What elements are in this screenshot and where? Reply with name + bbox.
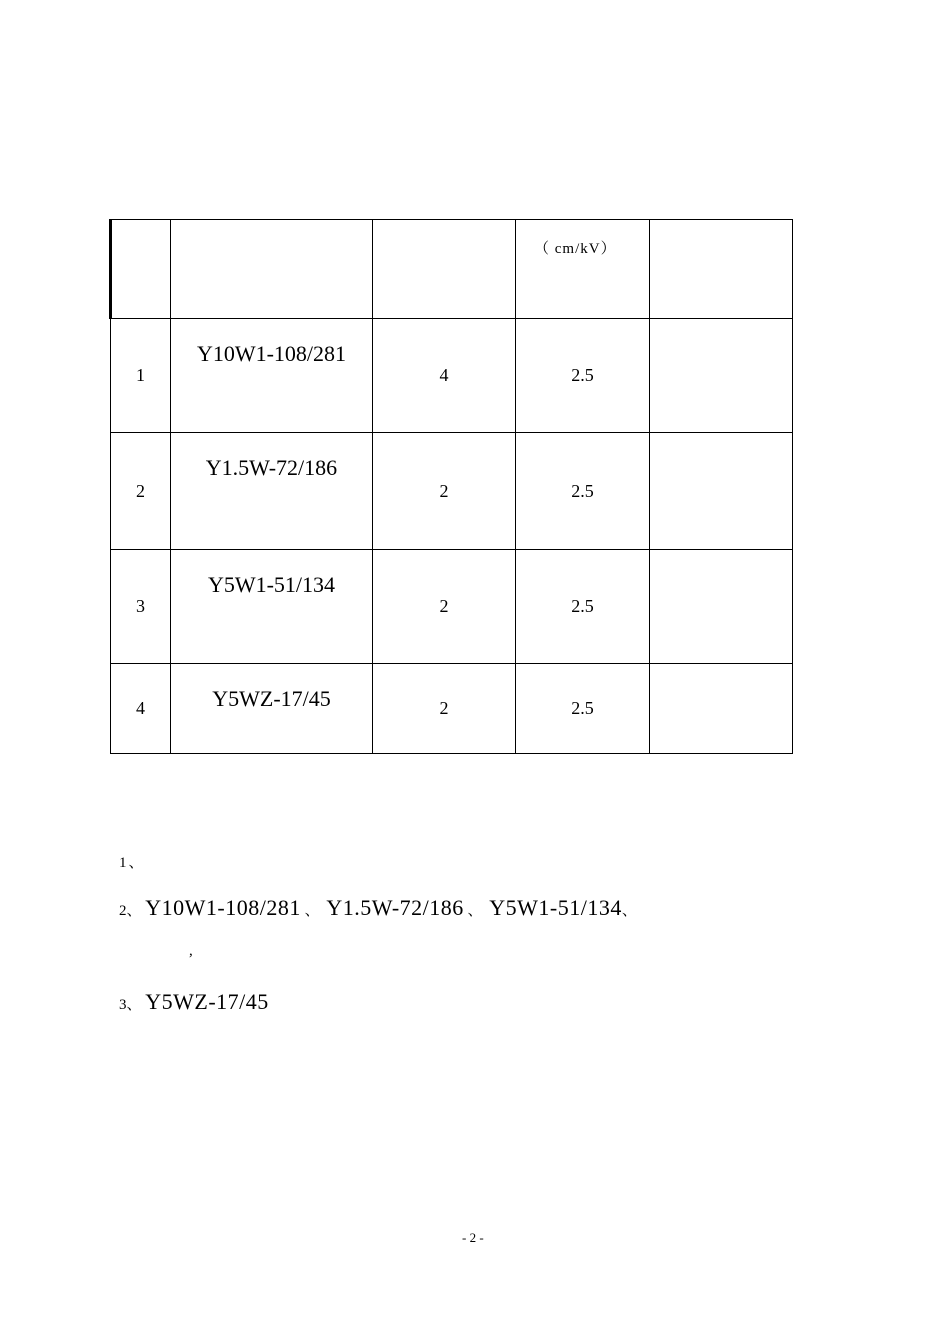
spec-table (109, 219, 793, 754)
note-2-separator-c: 、 (621, 903, 640, 919)
note-2-separator-b: 、 (467, 903, 486, 919)
header-unit (373, 220, 516, 319)
note-item-3 (119, 989, 269, 1015)
row-remark (650, 550, 793, 664)
note-2-number: 2、 (119, 903, 142, 919)
note-3-number: 3、 (119, 997, 142, 1013)
table-row (111, 319, 793, 433)
row-creep: 2.5 (516, 550, 650, 664)
header-creep-distance (516, 220, 650, 319)
row-unit: 2 (373, 550, 516, 664)
row-unit: 2 (373, 433, 516, 550)
table-row (111, 664, 793, 754)
row-remark (650, 664, 793, 754)
row-creep: 2.5 (516, 664, 650, 754)
row-model: Y1.5W-72/186 (171, 433, 373, 550)
row-index: 3 (111, 550, 171, 664)
header-model (171, 220, 373, 319)
row-index: 4 (111, 664, 171, 754)
row-remark (650, 433, 793, 550)
table-header-row (111, 220, 793, 319)
row-model: Y5W1-51/134 (171, 550, 373, 664)
page-number: - 2 - (462, 1230, 484, 1245)
row-index: 1 (111, 319, 171, 433)
row-creep: 2.5 (516, 433, 650, 550)
note-2-cont-comma: , (189, 943, 196, 959)
note-item-1 (119, 851, 146, 872)
table-row (111, 550, 793, 664)
row-creep: 2.5 (516, 319, 650, 433)
header-index (111, 220, 171, 319)
row-unit: 4 (373, 319, 516, 433)
row-model: Y10W1-108/281 (171, 319, 373, 433)
note-2-model-a: Y10W1-108/281 (145, 895, 301, 920)
note-3-model: Y5WZ-17/45 (145, 989, 269, 1014)
note-item-2 (119, 895, 640, 921)
note-2-model-b: Y1.5W-72/186 (326, 895, 464, 920)
note-2-model-c: Y5W1-51/134 (489, 895, 622, 920)
header-creep-unit: （ cm/kV） (534, 241, 617, 257)
row-remark (650, 319, 793, 433)
note-1-number: 1、 (119, 855, 146, 871)
header-remark (650, 220, 793, 319)
table-row (111, 433, 793, 550)
row-unit: 2 (373, 664, 516, 754)
row-index: 2 (111, 433, 171, 550)
row-model: Y5WZ-17/45 (171, 664, 373, 754)
note-item-2-continuation (155, 943, 196, 960)
note-2-separator-a: 、 (304, 903, 323, 919)
